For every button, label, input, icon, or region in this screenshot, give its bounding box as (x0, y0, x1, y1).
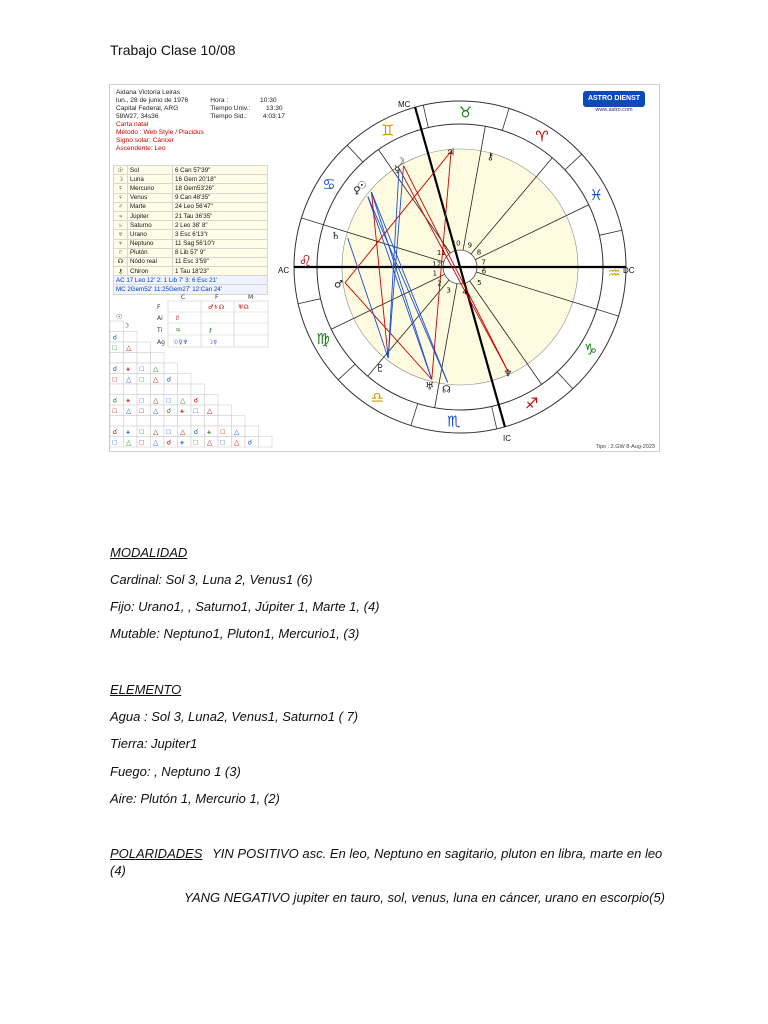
hora-label: Hora : (210, 97, 229, 104)
svg-text:⚹: ⚹ (126, 366, 131, 373)
planet-glyph: ♀ (114, 193, 128, 202)
svg-text:⚹: ⚹ (207, 429, 212, 436)
elemento-line-2: Fuego: , Neptuno 1 (3) (110, 764, 241, 779)
grid-col-1: F (215, 294, 219, 301)
polaridades-line-1 (110, 846, 662, 861)
planet-glyph: ♇ (114, 248, 128, 257)
planet-row (114, 257, 268, 266)
planet-name: Júpiter (128, 211, 173, 220)
hora-value: 10:30 (260, 97, 277, 104)
svg-text:△: △ (153, 397, 159, 405)
planet-name: Marte (128, 202, 173, 211)
svg-text:□: □ (139, 408, 144, 415)
svg-text:□: □ (139, 366, 144, 373)
svg-text:☌: ☌ (193, 397, 199, 405)
polaridades-heading: POLARIDADES (110, 846, 203, 861)
planet-row (114, 230, 268, 239)
svg-text:△: △ (153, 429, 159, 436)
planet-name: Mercurio (128, 184, 173, 193)
svg-text:☌: ☌ (112, 366, 118, 373)
red-line-2: Signo solar: Cáncer (116, 137, 174, 144)
planet-glyph: ♂ (114, 202, 128, 211)
svg-text:♑: ♑ (583, 340, 598, 359)
svg-text:♋: ♋ (322, 175, 336, 194)
chart-info-block (116, 89, 285, 153)
grid-col-0: C (181, 294, 186, 301)
svg-text:☿: ☿ (394, 164, 401, 176)
svg-text:♅: ♅ (425, 381, 435, 393)
svg-text:□: □ (112, 408, 117, 415)
svg-text:♃: ♃ (175, 327, 181, 334)
planet-row (114, 166, 268, 175)
svg-text:□: □ (193, 439, 198, 447)
svg-text:□: □ (139, 376, 144, 384)
svg-text:△: △ (126, 376, 132, 384)
svg-text:□: □ (139, 429, 144, 436)
univ-label: Tiempo Univ.: (210, 105, 251, 112)
sid-value: 4:03:17 (262, 113, 285, 120)
chart-footer: Tipo : 2.GW 8-Aug-2023 (595, 444, 655, 450)
elemento-heading: ELEMENTO (110, 682, 182, 697)
planet-pos: 6 Can 57'39" (173, 166, 268, 175)
planet-name: Sol (128, 166, 173, 175)
person-name: Aidana Victoria Leiras (116, 89, 181, 96)
polaridades-yang: YANG NEGATIVO jupiter en tauro, sol, venus, luna en cáncer, urano en escorpio(5) (184, 890, 666, 905)
planet-pos: 11 Esc 3'59" (173, 257, 268, 266)
ac-label: AC (278, 266, 290, 275)
birth-date: lun., 28 de junio de 1976 (116, 97, 189, 104)
svg-text:△: △ (126, 439, 132, 447)
svg-text:□: □ (112, 439, 117, 447)
svg-text:△: △ (126, 408, 132, 415)
svg-text:☽: ☽ (123, 323, 130, 330)
svg-text:♂: ♂ (334, 279, 344, 291)
red-line-1: Método : Web Style / Placidus (116, 129, 204, 136)
svg-text:♉: ♉ (458, 103, 473, 122)
svg-text:♂♄☊: ♂♄☊ (208, 304, 225, 311)
grid-row-2: Ti (157, 327, 163, 334)
svg-text:♐: ♐ (525, 394, 539, 413)
modalidad-line-1: Fijo: Urano1, , Saturno1, Júpiter 1, Marte 1, (4) (110, 599, 380, 614)
svg-text:♌: ♌ (298, 252, 313, 271)
house-number: 2 (437, 279, 442, 288)
grid-col-2: M (248, 294, 254, 301)
planet-pos: 8 Lib 57' 9" (173, 248, 268, 257)
planet-row (114, 175, 268, 184)
svg-text:△: △ (153, 439, 159, 447)
svg-text:□: □ (193, 408, 198, 415)
svg-text:♎: ♎ (370, 388, 385, 407)
planet-glyph: ☿ (114, 184, 128, 193)
document-title: Trabajo Clase 10/08 (110, 42, 236, 58)
house-number: 6 (481, 267, 487, 276)
svg-text:△: △ (153, 408, 159, 415)
house-number: 9 (467, 241, 473, 250)
elemento-line-0: Agua : Sol 3, Luna2, Venus1, Saturno1 ( 7) (110, 709, 359, 724)
svg-text:☽: ☽ (395, 156, 405, 168)
planet-glyph: ⚷ (114, 267, 128, 276)
svg-text:♈: ♈ (535, 127, 549, 146)
svg-text:⚷: ⚷ (208, 327, 213, 334)
mc-row-cell: MC 2Gem52' 11:25Gem27' 12:Can 24' (114, 285, 268, 294)
planet-glyph: ☊ (114, 257, 128, 266)
grid-row-3: Ag (157, 339, 165, 346)
birth-place: Capital Federal, ARG (116, 105, 179, 112)
dc-label: DC (623, 266, 635, 275)
svg-text:♆: ♆ (503, 368, 513, 380)
elemento-line-1: Tierra: Jupiter1 (110, 736, 198, 751)
planet-name: Plutón (128, 248, 173, 257)
svg-text:⚹: ⚹ (180, 439, 185, 447)
house-number: 3 (446, 286, 451, 295)
planet-row (114, 239, 268, 248)
coords: 58W27, 34s36 (116, 113, 159, 120)
svg-text:♓: ♓ (589, 185, 604, 204)
planet-glyph: ♃ (114, 211, 128, 220)
planet-name: Venus (128, 193, 173, 202)
planet-name: Urano (128, 230, 173, 239)
house-number: 7 (481, 258, 486, 267)
svg-text:☌: ☌ (247, 439, 253, 447)
svg-text:♀: ♀ (353, 185, 361, 197)
svg-text:△: △ (207, 408, 213, 415)
svg-text:♒: ♒ (607, 263, 621, 282)
svg-text:♊: ♊ (380, 121, 395, 140)
svg-text:□: □ (139, 439, 144, 447)
svg-text:⚹: ⚹ (126, 397, 131, 405)
svg-text:☉♀♆: ☉♀♆ (173, 339, 189, 346)
planet-row (114, 184, 268, 193)
planet-pos: 18 Gem53'26" (173, 184, 268, 193)
house-number: 1 (432, 269, 438, 278)
chart-wheel (278, 87, 638, 443)
planet-row (114, 221, 268, 230)
planet-name: Nódo real (128, 257, 173, 266)
svg-text:♅☊: ♅☊ (238, 304, 249, 311)
svg-text:□: □ (166, 429, 171, 436)
planet-row (114, 202, 268, 211)
elemento-line-3: Aire: Plutón 1, Mercurio 1, (2) (110, 791, 280, 806)
planet-row (114, 267, 268, 276)
modalidad-line-0: Cardinal: Sol 3, Luna 2, Venus1 (6) (110, 572, 313, 587)
svg-text:△: △ (126, 345, 132, 352)
mc-label: MC (398, 100, 411, 109)
grid-row-1: Ai (157, 315, 163, 322)
svg-text:☌: ☌ (166, 408, 172, 415)
svg-text:♏: ♏ (447, 412, 461, 431)
planet-glyph: ♆ (114, 239, 128, 248)
house-number: 4 (462, 288, 467, 297)
modalidad-line-2: Mutable: Neptuno1, Pluton1, Mercurio1, (3) (110, 626, 360, 641)
svg-text:△: △ (180, 429, 186, 436)
svg-text:☉: ☉ (357, 180, 367, 192)
planet-pos: 24 Leo 56'47" (173, 202, 268, 211)
univ-value: 13:30 (266, 105, 283, 112)
svg-text:☌: ☌ (112, 334, 118, 342)
planet-name: Luna (128, 175, 173, 184)
planet-glyph: ☽ (114, 175, 128, 184)
planet-name: Neptuno (128, 239, 173, 248)
house-number: 11 (436, 249, 446, 258)
svg-text:♃: ♃ (446, 147, 456, 159)
grid-row-0: F (157, 304, 161, 311)
svg-text:☌: ☌ (112, 429, 118, 436)
ic-label: IC (503, 434, 511, 443)
planet-pos: 21 Tau 36'35" (173, 211, 268, 220)
planet-name: Saturno (128, 221, 173, 230)
svg-text:△: △ (207, 439, 213, 447)
planet-pos: 11 Sag 56'10"r (173, 239, 268, 248)
svg-text:△: △ (234, 429, 240, 436)
svg-text:□: □ (220, 439, 225, 447)
planet-pos: 9 Can 48'35" (173, 193, 268, 202)
svg-text:☽☿: ☽☿ (208, 339, 218, 346)
planet-row (114, 193, 268, 202)
modalidad-heading: MODALIDAD (110, 545, 188, 560)
svg-text:♇: ♇ (375, 363, 385, 375)
svg-text:□: □ (112, 376, 117, 384)
svg-text:⚹: ⚹ (180, 408, 185, 415)
natal-chart-image (109, 84, 660, 452)
svg-text:△: △ (153, 376, 159, 384)
svg-text:☌: ☌ (112, 397, 118, 405)
planet-row (114, 211, 268, 220)
svg-text:⚷: ⚷ (486, 151, 495, 163)
house-number: 5 (477, 278, 482, 287)
aspect-grid (110, 321, 310, 451)
polaridades-line-1b: (4) (110, 863, 126, 878)
svg-text:□: □ (139, 397, 144, 405)
svg-text:⚹: ⚹ (126, 429, 131, 436)
planet-name: Chiron (128, 267, 173, 276)
svg-text:☊: ☊ (441, 384, 451, 396)
svg-text:□: □ (112, 345, 117, 352)
svg-text:☌: ☌ (193, 429, 199, 436)
planet-pos: 16 Gem 20'18" (173, 175, 268, 184)
planet-row (114, 248, 268, 257)
ac-row (114, 276, 268, 285)
house-number: 12 (432, 260, 442, 269)
house-number: 8 (476, 248, 482, 257)
svg-text:♍: ♍ (316, 330, 330, 349)
astrodienst-logo: ASTRO DIENST (583, 91, 645, 107)
red-line-0: Carta natal (116, 121, 149, 128)
planet-pos: 2 Leo 38' 8" (173, 221, 268, 230)
sid-label: Tiempo Sid.: (210, 113, 248, 120)
svg-text:☌: ☌ (166, 439, 172, 447)
svg-text:△: △ (153, 366, 159, 373)
planet-glyph: ♅ (114, 230, 128, 239)
planet-table (113, 165, 268, 295)
planet-glyph: ♄ (114, 221, 128, 230)
svg-text:□: □ (220, 429, 225, 436)
svg-text:☌: ☌ (166, 376, 172, 384)
planet-pos: 1 Tau 18'23" (173, 267, 268, 276)
house-number: 10 (451, 239, 461, 248)
svg-text:△: △ (234, 439, 240, 447)
planet-pos: 3 Esc 6'13"r (173, 230, 268, 239)
svg-text:△: △ (180, 397, 186, 405)
polaridades-yin: YIN POSITIVO asc. En leo, Neptuno en sagitario, pluton en libra, marte en leo (212, 846, 663, 861)
logo-url: www.astro.com (595, 107, 633, 113)
red-line-3: Ascendente: Leo (116, 145, 166, 152)
ac-row-cell: AC 17 Leo 12' 2: 1 Lib 7' 3: 6 Esc 21' (114, 276, 268, 285)
planet-glyph: ☉ (114, 166, 128, 175)
svg-text:☉: ☉ (116, 314, 123, 321)
svg-text:♇: ♇ (175, 315, 181, 322)
svg-text:□: □ (166, 397, 171, 405)
svg-text:♄: ♄ (331, 230, 341, 242)
